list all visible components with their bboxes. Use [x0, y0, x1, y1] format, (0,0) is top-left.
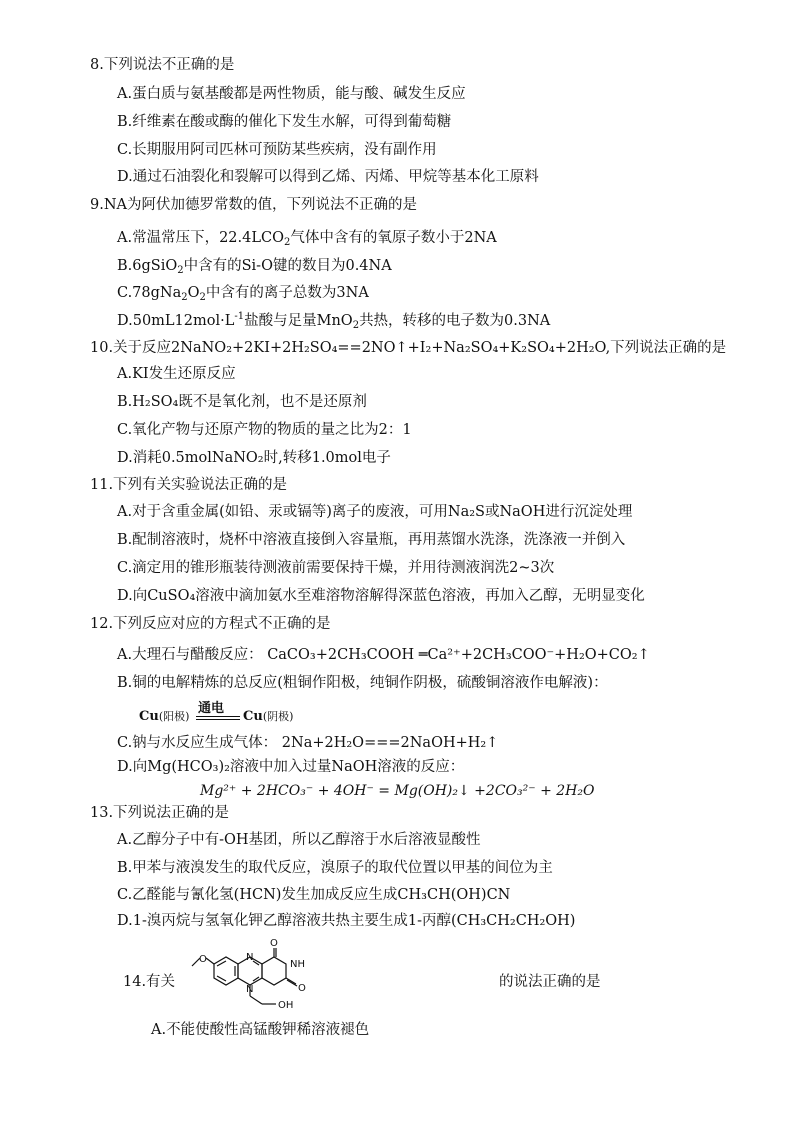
- q9-option-c: $C.78gNa_2O_2$中含有的离子总数为3NA: [117, 285, 369, 303]
- q12-b-equation-left: Cu(阳极): [139, 709, 190, 724]
- q13-option-d: D.1-溴丙烷与氢氧化钾乙醇溶液共热主要生成1-丙醇(CH₃CH₂CH₂OH): [117, 913, 576, 929]
- mol-label-o-right: O: [298, 983, 306, 994]
- mol-label-n: N: [246, 984, 254, 995]
- q9-option-a: A.常温常压下，$22.4LCO_2$气体中含有的氧原子数小于2NA: [117, 230, 497, 248]
- q8-option-a: A.蛋白质与氨基酸都是两性物质，能与酸、碱发生反应: [117, 86, 466, 102]
- q11-option-c: C.滴定用的锥形瓶装待测液前需要保持干燥，并用待测液润洗2~3次: [117, 560, 555, 576]
- q11-option-d: D.向CuSO₄溶液中滴加氨水至难溶物溶解得深蓝色溶液，再加入乙醇，无明显变化: [117, 588, 645, 604]
- q11-option-a: A.对于含重金属(如铅、汞或镉等)离子的废液，可用Na₂S或NaOH进行沉淀处理: [117, 504, 633, 520]
- q8-option-d: D.通过石油裂化和裂解可以得到乙烯、丙烯、甲烷等基本化工原料: [117, 169, 539, 185]
- q13-option-a: A.乙醇分子中有-OH基团，所以乙醇溶于水后溶液显酸性: [117, 832, 481, 848]
- q12-b-equation-bar-top: [196, 716, 240, 717]
- q12-option-c: C.钠与水反应生成气体： 2Na+2H₂O===2NaOH+H₂↑: [117, 735, 499, 751]
- q12-option-d: D.向Mg(HCO₃)₂溶液中加入过量NaOH溶液的反应：: [117, 759, 465, 775]
- q10-stem: 10.关于反应2NaNO₂+2KI+2H₂SO₄==2NO↑+I₂+Na₂SO₄+K₂SO₄+2H₂O,下列说法正确的是: [90, 340, 727, 356]
- q12-b-equation-bar-bottom: [196, 719, 240, 720]
- mol-label-nh: NH: [290, 959, 305, 970]
- mol-label-o-methoxy: O: [199, 954, 207, 965]
- q12-b-equation-right: Cu(阴极): [243, 709, 294, 724]
- q11-stem: 11.下列有关实验说法正确的是: [90, 477, 288, 493]
- mol-label-n-top: N: [246, 952, 254, 963]
- q11-option-b: B.配制溶液时，烧杯中溶液直接倒入容量瓶，再用蒸馏水洗涤，洗涤液一并倒入: [117, 532, 626, 548]
- riboflavin-structure-image: [186, 936, 346, 1018]
- q8-option-b: B.纤维素在酸或酶的催化下发生水解，可得到葡萄糖: [117, 114, 452, 130]
- q12-stem: 12.下列反应对应的方程式不正确的是: [90, 616, 331, 632]
- q13-option-c: C.乙醛能与氰化氢(HCN)发生加成反应生成CH₃CH(OH)CN: [117, 887, 511, 903]
- q10-option-c: C.氧化产物与还原产物的物质的量之比为2：1: [117, 422, 412, 438]
- q9-option-d: $D.50mL12mol\cdot L^{-1}$盐酸与足量MnO$_2$共热，转移的电子数为0.3NA: [117, 311, 551, 331]
- q8-option-c: C.长期服用阿司匹林可预防某些疾病，没有副作用: [117, 142, 437, 158]
- q12-d-equation: Mg²⁺ + 2HCO₃⁻ + 4OH⁻ = Mg(OH)₂↓ +2CO₃²⁻ + 2H₂O: [200, 783, 595, 799]
- mol-label-oh: OH: [278, 1000, 294, 1011]
- q14-option-a: A.不能使酸性高锰酸钾稀溶液褪色: [151, 1022, 370, 1038]
- q13-stem: 13.下列说法正确的是: [90, 805, 230, 821]
- q10-option-d: D.消耗0.5molNaNO₂时,转移1.0mol电子: [117, 450, 391, 466]
- q12-option-a: A.大理石与醋酸反应： CaCO₃+2CH₃COOH ═Ca²⁺+2CH₃COO⁻+H₂O+CO₂↑: [117, 647, 650, 663]
- q14-stem-suffix: 的说法正确的是: [499, 974, 601, 990]
- q9-stem: 9.NA为阿伏加德罗常数的值，下列说法不正确的是: [90, 197, 417, 213]
- q8-stem: 8.下列说法不正确的是: [90, 57, 235, 73]
- q12-option-b: B.铜的电解精炼的总反应(粗铜作阳极，纯铜作阴极，硫酸铜溶液作电解液)：: [117, 675, 608, 691]
- q10-option-a: A.KI发生还原反应: [117, 366, 236, 382]
- q14-stem-prefix: 14.有关: [123, 974, 176, 990]
- q12-b-equation-condition: 通电: [198, 701, 225, 716]
- q13-option-b: B.甲苯与液溴发生的取代反应，溴原子的取代位置以甲基的间位为主: [117, 860, 553, 876]
- mol-label-o-top: O: [270, 938, 278, 949]
- q10-option-b: B.H₂SO₄既不是氧化剂，也不是还原剂: [117, 394, 367, 410]
- q9-option-b: B.6gSiO$_2$中含有的Si-O键的数目为0.4NA: [117, 258, 392, 276]
